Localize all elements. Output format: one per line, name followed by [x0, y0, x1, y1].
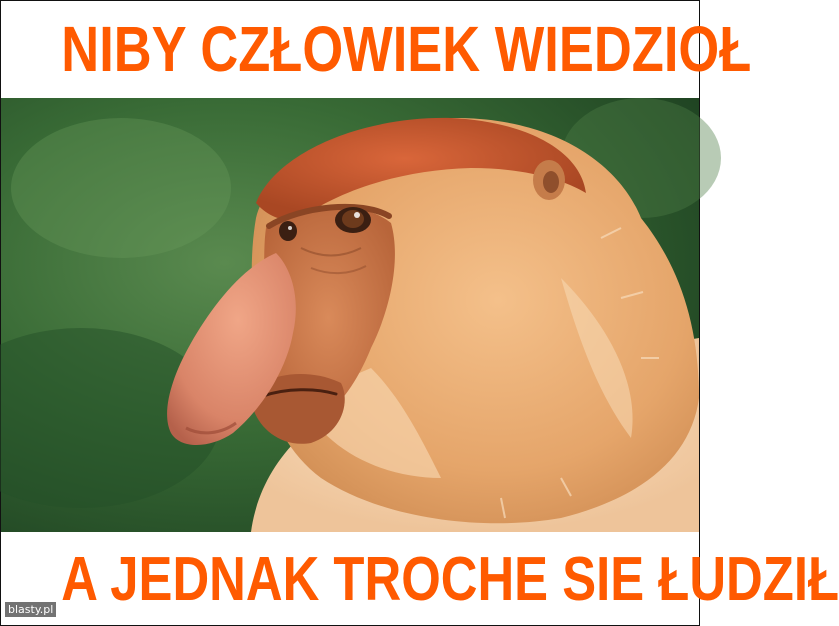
site-watermark: blasty.pl	[5, 602, 56, 617]
top-caption: NIBY CZŁOWIEK WIEDZIOŁ	[61, 13, 752, 85]
monkey-photo	[1, 98, 699, 532]
left-eye	[279, 221, 297, 241]
bottom-caption: A JEDNAK TROCHE SIE ŁUDZIŁ	[61, 545, 839, 614]
proboscis-monkey-illustration	[1, 98, 699, 532]
